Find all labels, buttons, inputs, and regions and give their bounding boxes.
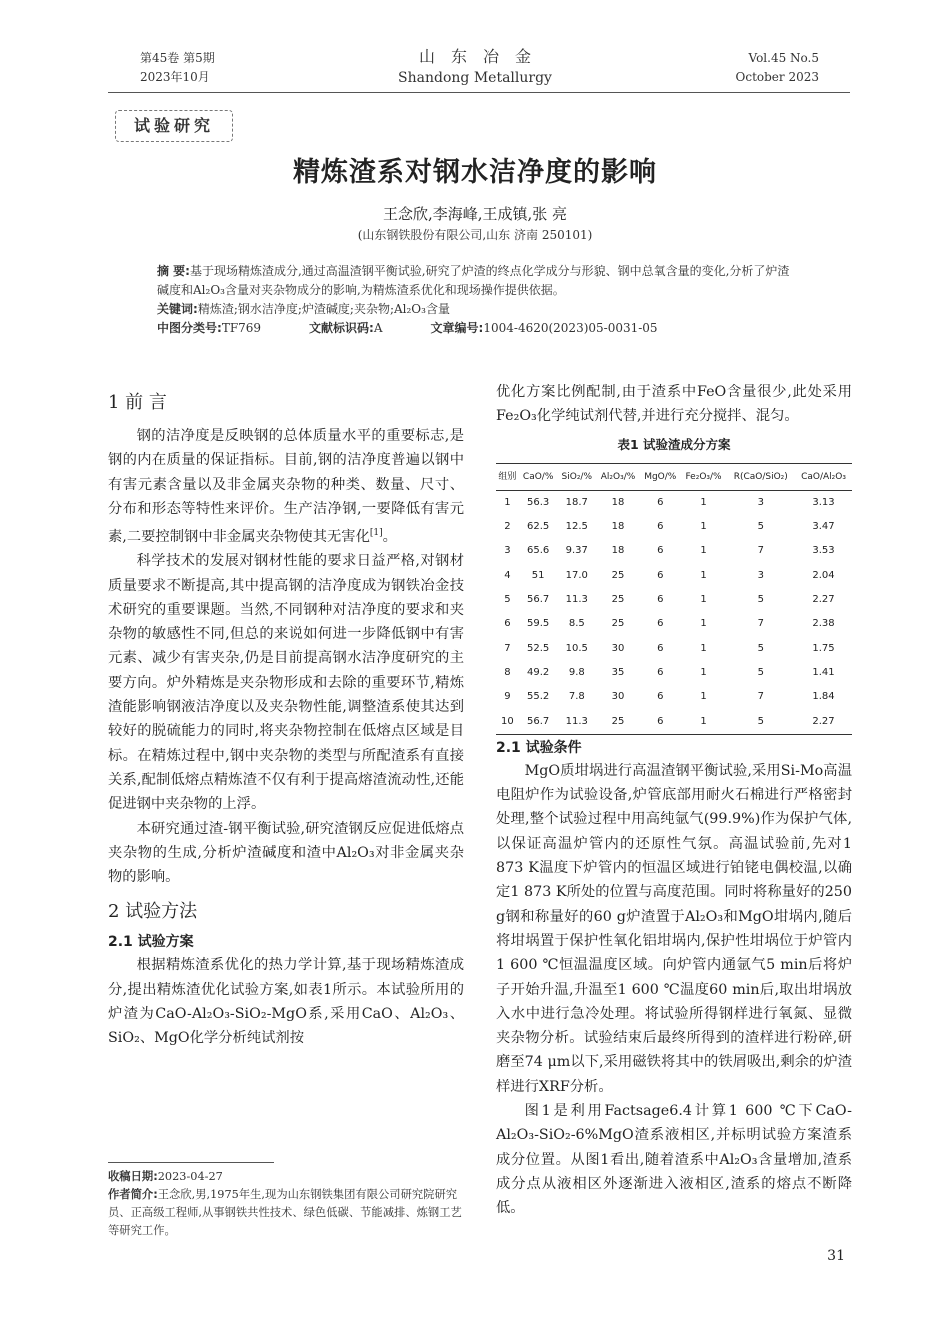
table-cell: 6 (657, 594, 664, 606)
table-header-cell: 组别 (496, 463, 519, 490)
journal-name-cn: 山东冶金 (418, 47, 547, 66)
table-cell: 1 (700, 496, 707, 508)
header-volume-en: Vol.45 No.5 (748, 51, 819, 65)
table-cell: 18.7 (565, 496, 588, 508)
doc-code (309, 319, 382, 338)
table-cell: 9 (504, 691, 511, 703)
table-header-row (496, 463, 852, 490)
paragraph-continued: 优化方案比例配制,由于渣系中FeO含量很少,此处采用Fe₂O₃化学纯试剂代替,并进行充分搅拌、混匀。 (496, 384, 852, 425)
abstract-block (157, 262, 800, 338)
table-cell: 7 (757, 545, 764, 557)
keywords-label: 关键词: (157, 302, 198, 316)
table-cell: 3 (504, 545, 511, 557)
table-cell: 56.3 (527, 496, 550, 508)
paper-affiliation: (山东钢铁股份有限公司,山东 济南 250101) (357, 228, 593, 242)
table-cell: 6 (657, 642, 664, 654)
table-cell: 65.6 (527, 545, 550, 557)
table-cell: 56.7 (527, 594, 550, 606)
table-cell: 1 (700, 666, 707, 678)
section-2-1-heading: 2.1 试验方案 (108, 934, 194, 951)
table-cell: 18 (611, 521, 625, 533)
table-header-cell: CaO/Al₂O₃ (795, 463, 852, 490)
table-caption: 表1 试验渣成分方案 (617, 436, 731, 452)
table-cell: 6 (657, 496, 664, 508)
table-row (496, 588, 852, 612)
table-cell: 1.41 (812, 666, 835, 678)
table-cell: 25 (611, 569, 625, 581)
table-cell: 6 (657, 521, 664, 533)
paragraph-4: 根据精炼渣系优化的热力学计算,基于现场精炼渣成分,提出精炼渣优化试验方案,如表1所示。本试验所用的炉渣为CaO-Al₂O₃-SiO₂-MgO系,采用CaO、Al₂O₃、SiO₂、MgO化学分析纯试剂按 (108, 957, 464, 1047)
table-cell: 1 (700, 691, 707, 703)
table-cell: 11.3 (565, 594, 588, 606)
table-cell: 55.2 (527, 691, 550, 703)
table-cell: 12.5 (565, 521, 588, 533)
keywords-text: 精炼渣;钢水洁净度;炉渣碱度;夹杂物;Al₂O₃含量 (197, 302, 450, 316)
table-cell: 9.37 (565, 545, 588, 557)
left-column (108, 390, 464, 1051)
article-number (431, 319, 658, 338)
table-header-cell: Al₂O₃/% (596, 463, 640, 490)
header-date-en: October 2023 (735, 70, 819, 84)
paper-authors: 王念欣,李海峰,王成镇,张 亮 (382, 205, 568, 223)
table-cell: 1.75 (812, 642, 835, 654)
table-body (496, 490, 852, 734)
table-cell: 1 (700, 569, 707, 581)
table-cell: 5 (757, 594, 764, 606)
table-header-cell: CaO/% (519, 463, 558, 490)
table-cell: 5 (757, 521, 764, 533)
table-cell: 2.27 (812, 594, 835, 606)
table-cell: 25 (611, 618, 625, 630)
paragraph-6: 图1是利用Factsage6.4计算1 600 ℃下CaO-Al₂O₃-SiO₂-6%MgO渣系液相区,并标明试验方案渣系成分位置。从图1看出,随着渣系中Al₂O₃含量增加,渣系成分点从液相区外逐渐进入液相区,渣系的熔点不断降低。 (496, 1103, 852, 1217)
table-row (496, 637, 852, 661)
table-row (496, 490, 852, 515)
clc-label: 中图分类号: (157, 321, 222, 335)
table-cell: 4 (504, 569, 511, 581)
table-header-cell: Fe₂O₃/% (681, 463, 727, 490)
table-cell: 7 (757, 618, 764, 630)
section-2-1b-heading: 2.1 试验条件 (496, 739, 582, 756)
table-cell: 30 (611, 691, 625, 703)
table-cell: 9.8 (568, 666, 585, 678)
paragraph-3: 本研究通过渣-钢平衡试验,研究渣钢反应促进低熔点夹杂物的生成,分析炉渣碱度和渣中Al₂O₃对非金属夹杂物的影响。 (108, 820, 464, 886)
doc-code-value: A (373, 321, 383, 335)
table-cell: 2.04 (812, 569, 835, 581)
table-cell: 3 (757, 496, 764, 508)
table-cell: 1 (700, 545, 707, 557)
table-cell: 18 (611, 496, 625, 508)
received-date (108, 1168, 464, 1186)
footnote (108, 1168, 464, 1240)
table-cell: 59.5 (527, 618, 550, 630)
table-cell: 5 (504, 594, 511, 606)
author-bio (108, 1186, 464, 1240)
table-row (496, 661, 852, 685)
footnote-divider (108, 1162, 274, 1163)
abstract-label: 摘 要: (157, 264, 190, 278)
table-cell: 7.8 (568, 691, 585, 703)
table-cell: 5 (726, 710, 795, 735)
table-cell: 25 (596, 710, 640, 735)
header-volume: 第45卷 第5期 (140, 51, 215, 65)
table-cell: 6 (504, 618, 511, 630)
table-cell: 2.38 (812, 618, 835, 630)
journal-name-en: Shandong Metallurgy (398, 70, 552, 86)
table-cell: 6 (657, 545, 664, 557)
table-cell: 1 (504, 496, 511, 508)
author-bio-text: 王念欣,男,1975年生,现为山东钢铁集团有限公司研究院研究员、正高级工程师,从事钢铁共性技术、绿色低碳、节能减排、炼钢工艺等研究工作。 (108, 1188, 462, 1237)
paragraph-5: MgO质坩埚进行高温渣钢平衡试验,采用Si-Mo高温电阻炉作为试验设备,炉管底部用耐火石棉进行严格密封处理,整个试验过程中用高纯氩气(99.9%)作为保护气体,以保证高温炉管内的还原性气氛。高温试验前,先对1 873 K温度下炉管内的恒温区域进行铂铑电偶校温,以确定1 873 K所处的位置与高度范围。同时将称量好的250 g钢和称量好的60 g炉渣置于Al₂O₃和MgO坩埚内,随后将坩埚置于保护性氧化铝坩埚内,保护性坩埚位于炉管内1 600 ℃恒温温度区域。向炉管内通氩气5 min后将炉子开始升温,升温至1 600 ℃温度60 min后,取出坩埚放入水中进行急冷处理。将试验所得钢样进行氧氮、显微夹杂物分析。试验结束后最终所得到的渣样进行粉碎,研磨至74 μm以下,采用磁铁将其中的铁屑吸出,剩余的炉渣样进行XRF分析。 (496, 762, 852, 1095)
right-column (496, 380, 852, 1221)
table-cell: 25 (611, 594, 625, 606)
table-cell: 10 (496, 710, 519, 735)
table-row (496, 539, 852, 563)
table-cell: 1 (700, 594, 707, 606)
table-cell: 52.5 (527, 642, 550, 654)
paper-title: 精炼渣系对钢水洁净度的影响 (293, 157, 657, 188)
paragraph-1-end: 。 (382, 528, 397, 545)
table-cell: 35 (611, 666, 625, 678)
table-cell: 1 (700, 521, 707, 533)
header-issue-info-en (736, 49, 819, 87)
table-cell: 6 (657, 618, 664, 630)
abstract (157, 262, 800, 300)
paragraph-1 (108, 424, 464, 549)
table-cell: 3.47 (812, 521, 835, 533)
table-header-cell: R(CaO/SiO₂) (726, 463, 795, 490)
table-cell: 7 (504, 642, 511, 654)
table-row (496, 564, 852, 588)
table-cell: 6 (657, 691, 664, 703)
paragraph-2: 科学技术的发展对钢材性能的要求日益严格,对钢材质量要求不断提高,其中提高钢的洁净度成为钢铁冶金技术研究的重要课题。当然,不同钢种对洁净度的要求和夹杂物的敏感性不同,但总的来说如何进一步降低钢中有害元素、减少有害夹杂,仍是目前提高钢水洁净度研究的主要方向。炉外精炼是夹杂物形成和去除的重要环节,精炼渣能影响钢液洁净度以及夹杂物性能,调整渣系使其达到较好的脱硫能力的同时,将夹杂物控制在低熔点区域是目标。在精炼过程中,钢中夹杂物的类型与所配渣系有直接关系,配制低熔点精炼渣不仅有利于提高熔渣流动性,还能促进钢中夹杂物的上浮。 (108, 553, 464, 813)
clc-value: TF769 (221, 321, 262, 335)
page-number: 31 (827, 1248, 845, 1264)
paragraph-1-text: 钢的洁净度是反映钢的总体质量水平的重要标志,是钢的内在质量的保证指标。目前,钢的洁净度普遍以钢中有害元素含量以及非金属夹杂物的种类、数量、尺寸、分布和形态等特性来评价。生产洁净钢,一要降低有害元素,二要控制钢中非金属夹杂物使其无害化 (108, 428, 464, 545)
table-cell: 49.2 (527, 666, 550, 678)
table-row (496, 515, 852, 539)
table-cell: 17.0 (565, 569, 588, 581)
table-cell: 18 (611, 545, 625, 557)
citation-ref: [1] (369, 528, 383, 539)
section-2-heading: 2 试验方法 (108, 901, 198, 923)
table-row (496, 612, 852, 636)
table-row (496, 710, 852, 735)
table-cell: 7 (757, 691, 764, 703)
classification-row (157, 319, 800, 338)
table-cell: 30 (611, 642, 625, 654)
table-cell: 3.53 (812, 545, 835, 557)
table-header-cell: SiO₂/% (557, 463, 596, 490)
doc-code-label: 文献标识码: (309, 321, 374, 335)
table-cell: 62.5 (527, 521, 550, 533)
table-cell: 3 (757, 569, 764, 581)
slag-composition-table (496, 463, 852, 735)
header-divider (108, 92, 850, 93)
table-cell: 2 (504, 521, 511, 533)
section-badge: 试验研究 (115, 110, 233, 142)
table-cell: 5 (757, 666, 764, 678)
author-bio-label: 作者简介: (108, 1188, 158, 1201)
table-cell: 8.5 (568, 618, 585, 630)
table-cell: 6 (640, 710, 681, 735)
table-cell: 3.13 (812, 496, 835, 508)
table-row (496, 685, 852, 709)
received-label: 收稿日期: (108, 1170, 158, 1183)
table-cell: 1 (700, 642, 707, 654)
table-cell: 2.27 (795, 710, 852, 735)
table-cell: 8 (504, 666, 511, 678)
table-cell: 6 (657, 666, 664, 678)
table-cell: 11.3 (557, 710, 596, 735)
header-date: 2023年10月 (140, 70, 210, 84)
table-cell: 1 (700, 618, 707, 630)
article-number-label: 文章编号: (430, 321, 484, 335)
keywords (157, 300, 800, 319)
table-cell: 1.84 (812, 691, 835, 703)
abstract-text: 基于现场精炼渣成分,通过高温渣钢平衡试验,研究了炉渣的终点化学成分与形貌、钢中总氧含量的变化,分析了炉渣碱度和Al₂O₃含量对夹杂物成分的影响,为精炼渣系优化和现场操作提供依据。 (157, 264, 790, 297)
table-cell: 5 (757, 642, 764, 654)
received-value: 2023-04-27 (157, 1170, 223, 1183)
clc (157, 319, 261, 338)
table-cell: 56.7 (519, 710, 558, 735)
section-1-heading: 1 前 言 (108, 392, 167, 413)
table-cell: 51 (531, 569, 545, 581)
article-number-value: 1004-4620(2023)05-0031-05 (483, 321, 658, 335)
table-cell: 10.5 (565, 642, 588, 654)
table-cell: 1 (681, 710, 727, 735)
table-header-cell: MgO/% (640, 463, 681, 490)
table-cell: 6 (657, 569, 664, 581)
